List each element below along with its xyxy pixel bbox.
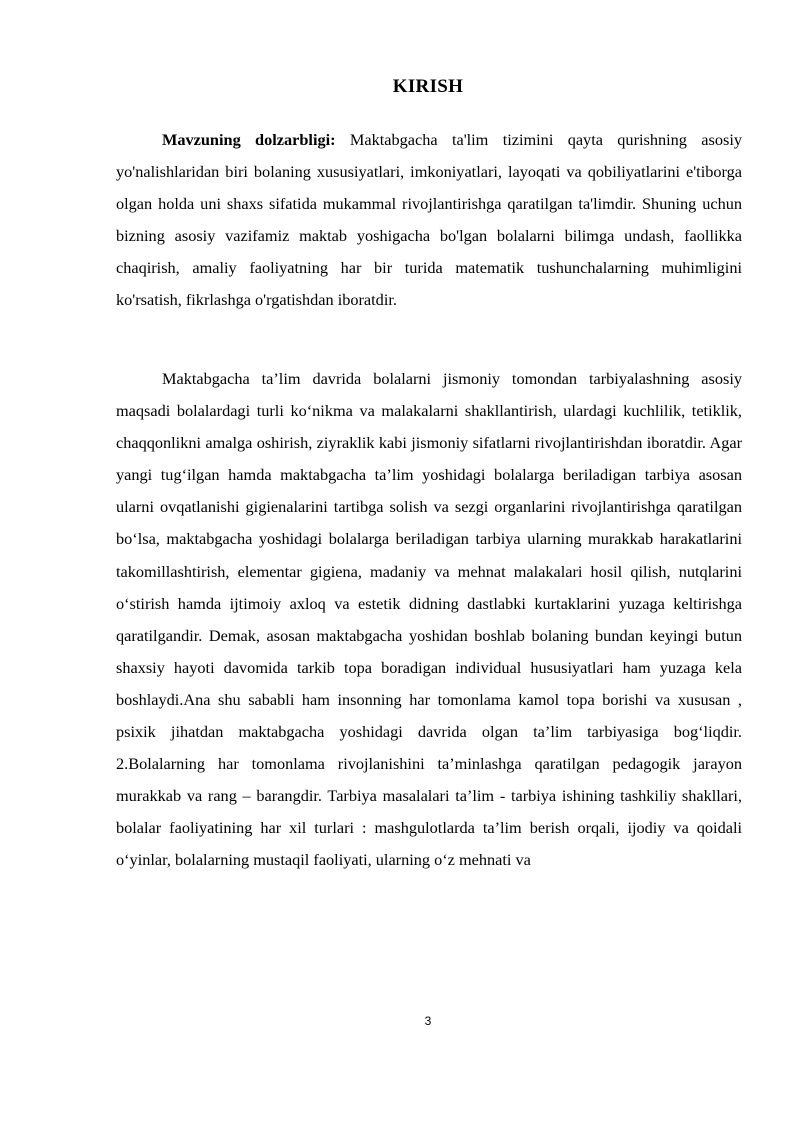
relevance-lead-label: Mavzuning dolzarbligi:	[162, 130, 336, 149]
section-heading: KIRISH	[392, 76, 464, 97]
relevance-body-text: Maktabgacha ta'lim tizimini qayta qurishning asosiy yo'nalishlaridan biri bolaning xususiyatlari, imkoniyatlari, layoqati va qobiliyatlarini e'tiborga olgan holda uni shaxs sifatida mukammal rivojlantirishga qaratilgan ta'limdir. Shuning uchun bizning asosiy vazifamiz maktab yoshigacha bo'lgan bolalarni bilimga undash, faollikka chaqirish, amaliy faoliyatning har bir turida matematik tushunchalarning muhimligini ko'rsatish, fikrlashga o'rgatishdan iboratdir.	[116, 130, 742, 310]
paragraph-relevance	[116, 124, 742, 317]
paragraph-physical-education: Maktabgacha ta’lim davrida bolalarni jismoniy tomondan tarbiyalashning asosiy maqsadi bolalardagi turli ko‘nikma va malakalarni shakllantirish, ulardagi kuchlilik, tetiklik, chaqqonlikni amalga oshirish, ziyraklik kabi jismoniy sifatlarni rivojlantirishdan iboratdir. Agar yangi tug‘ilgan hamda maktabgacha ta’lim yoshidagi bolalarga beriladigan tarbiya asosan ularni ovqatlanishi gigienalarini tartibga solish va sezgi organlarini rivojlantirishga qaratilgan bo‘lsa, maktabgacha yoshidagi bolalarga beriladigan tarbiya ularning murakkab harakatlarini takomillashtirish, elementar gigiena, madaniy va mehnat malakalari hosil qilish, nutqlarini o‘stirish hamda ijtimoiy axloq va estetik didning dastlabki kurtaklarini yuzaga keltirishga qaratilgandir. Demak, asosan maktabgacha yoshidan boshlab bolaning bundan keyingi butun shaxsiy hayoti davomida tarkib topa boradigan individual hususiyatlari ham yuzaga kela boshlaydi.Ana shu sababli ham insonning har tomonlama kamol topa borishi va xususan , psixik jihatdan maktabgacha yoshidagi davrida olgan ta’lim tarbiyasiga bog‘liqdir. 2.Bolalarning har tomonlama rivojlanishini ta’minlashga qaratilgan pedagogik jarayon murakkab va rang – barangdir. Tarbiya masalalari ta’lim - tarbiya ishining tashkiliy shakllari, bolalar faoliyatining har xil turlari : mashgulotlarda ta’lim berish orqali, ijodiy va qoidali o‘yinlar, bolalarning mustaqil faoliyati, ularning o‘z mehnati va	[116, 369, 742, 870]
page-number: 3	[424, 1014, 432, 1028]
